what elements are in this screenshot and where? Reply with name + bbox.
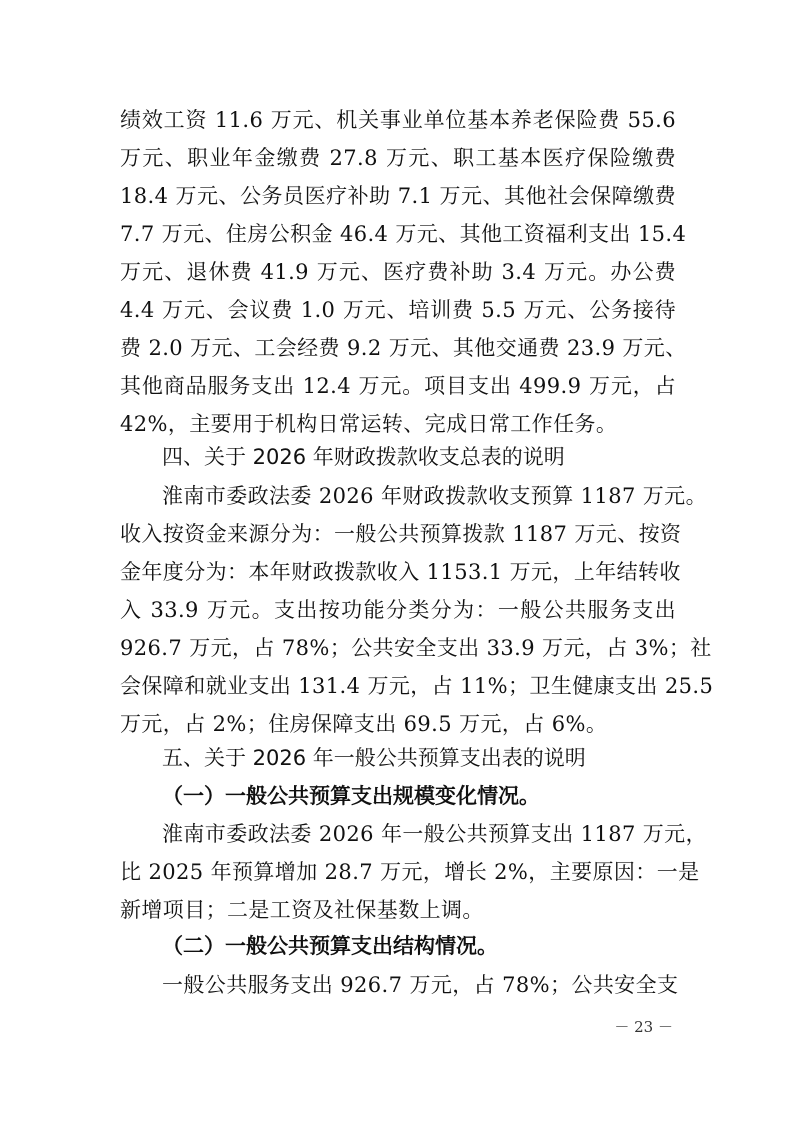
paragraph-line: 淮南市委政法委 2026 年一般公共预算支出 1187 万元，	[162, 822, 707, 846]
subsection-heading-2: （二）一般公共预算支出结构情况。	[162, 933, 498, 958]
section-heading-4: 四、关于 2026 年财政拨款收支总表的说明	[162, 445, 565, 469]
paragraph-line: 金年度分为：本年财政拨款收入 1153.1 万元，上年结转收	[120, 560, 681, 584]
paragraph-line: 收入按资金来源分为：一般公共预算拨款 1187 万元、按资	[120, 522, 682, 546]
paragraph-line: 7.7 万元、住房公积金 46.4 万元、其他工资福利支出 15.4	[120, 222, 687, 246]
paragraph-line: 会保障和就业支出 131.4 万元，占 11%；卫生健康支出 25.5	[120, 674, 714, 698]
paragraph-line: 926.7 万元，占 78%；公共安全支出 33.9 万元，占 3%；社	[120, 636, 712, 660]
paragraph-line: 比 2025 年预算增加 28.7 万元，增长 2%，主要原因：一是	[120, 860, 700, 884]
paragraph-line: 入 33.9 万元。支出按功能分类分为：一般公共服务支出	[120, 598, 676, 622]
paragraph-line: 万元、退休费 41.9 万元、医疗费补助 3.4 万元。办公费	[120, 260, 676, 284]
page-number: － 23 －	[614, 1018, 673, 1036]
paragraph-line: 42%，主要用于机构日常运转、完成日常工作任务。	[120, 412, 618, 436]
paragraph-line: 万元，占 2%；住房保障支出 69.5 万元，占 6%。	[120, 712, 608, 736]
paragraph-line: 其他商品服务支出 12.4 万元。项目支出 499.9 万元，占	[120, 374, 676, 398]
paragraph-line: 淮南市委政法委 2026 年财政拨款收支预算 1187 万元。	[162, 484, 707, 508]
paragraph-line: 万元、职业年金缴费 27.8 万元、职工基本医疗保险缴费	[120, 146, 676, 170]
paragraph-line: 4.4 万元、会议费 1.0 万元、培训费 5.5 万元、公务接待	[120, 298, 676, 322]
subsection-heading-1: （一）一般公共预算支出规模变化情况。	[162, 783, 540, 808]
paragraph-line: 费 2.0 万元、工会经费 9.2 万元、其他交通费 23.9 万元、	[120, 336, 687, 360]
section-heading-5: 五、关于 2026 年一般公共预算支出表的说明	[162, 746, 586, 770]
paragraph-line: 18.4 万元、公务员医疗补助 7.1 万元、其他社会保障缴费	[120, 184, 676, 208]
paragraph-line: 一般公共服务支出 926.7 万元，占 78%；公共安全支	[162, 973, 679, 997]
paragraph-line: 新增项目；二是工资及社保基数上调。	[120, 898, 484, 922]
paragraph-line: 绩效工资 11.6 万元、机关事业单位基本养老保险费 55.6	[120, 108, 676, 132]
